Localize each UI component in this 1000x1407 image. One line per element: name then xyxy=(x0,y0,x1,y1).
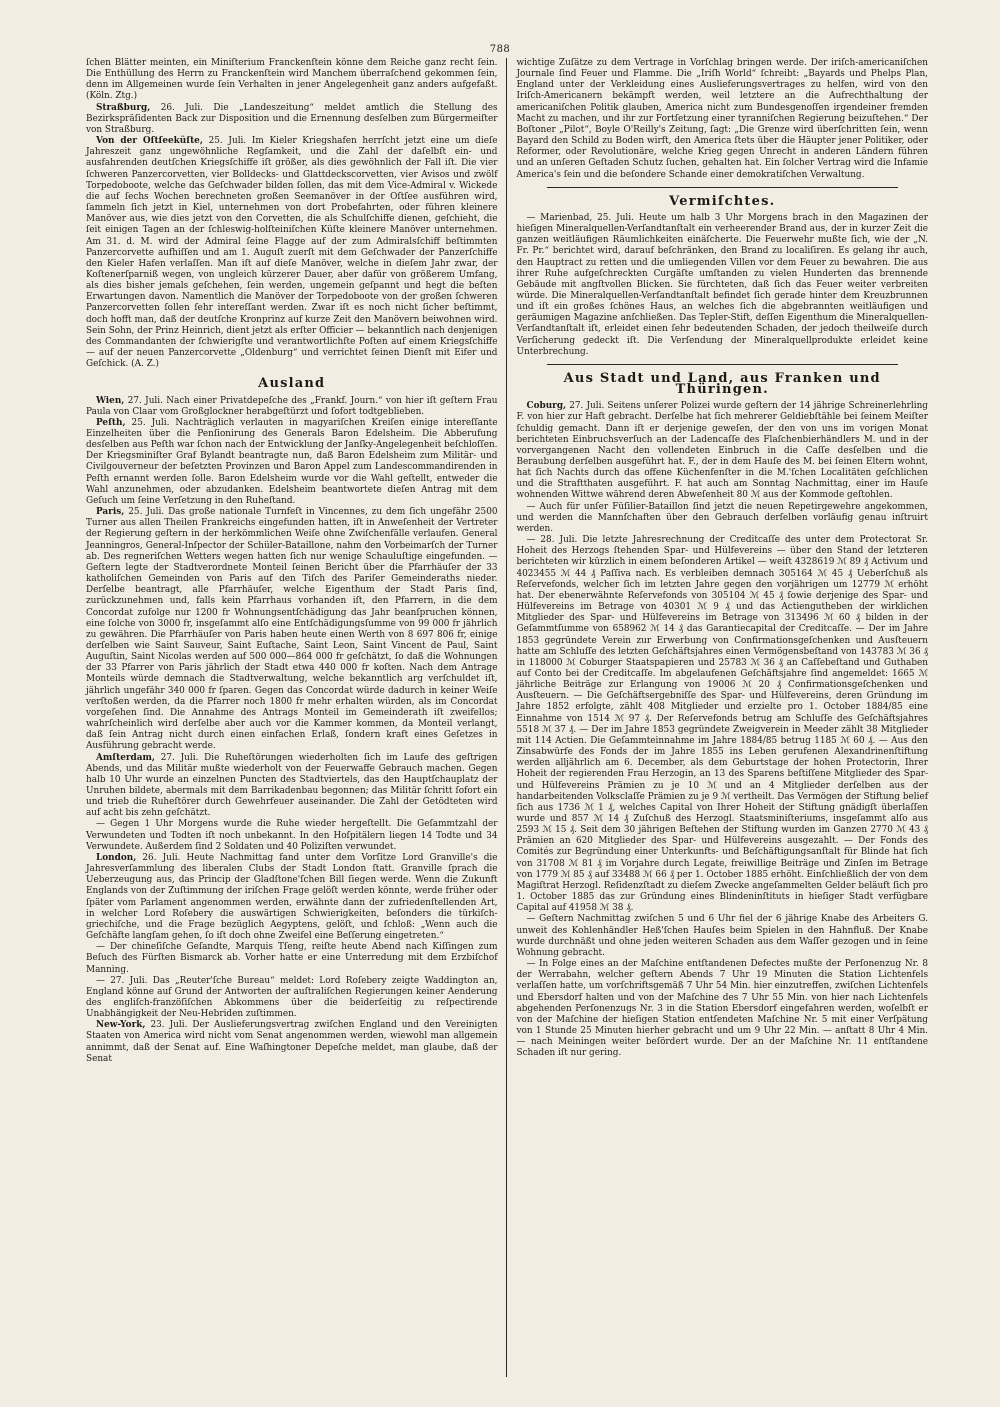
article-text: 26. Juli. Die „Landeszeitung“ meldet amtlich die Stellung des Bezirkspräſidenten Back zur Disposition und die Ernennung desſelben zum Bürgermeiſter von Straßburg. xyxy=(86,102,498,135)
article-text: 27. Juli. Seitens unſerer Polizei wurde geſtern der 14 jährige Schreinerlehrling F. von hier zur Haft gebracht. Derſelbe hat ſich mehrerer Geldiebſtähle bei ſeinem Meiſter ſchuldig gemacht. Dann iſt er derjenige geweſen, der den von uns im vorigen Monat berichteten Einbruchsverſuch an der Ladencaſſe des Flaſchenbierhändlers M. und in der vorvergangenen Nacht den vollendeten Einbruch in die Caſſe desſelben und die Beraubung derſelben ausgeführt hat. F., der in dem Hauſe des M. bei ſeinen Eltern wohnt, hat ſich Nachts durch das offene Küchenfenſter in die M.'ſchen Localitäten geſchlichen und die Straftthaten ausgeführt. F. hat auch am Sonntag Nachmittag, einer im Hauſe wohnenden Wittwe während deren Abweſenheit 80 ℳ aus der Kommode geſtohlen. xyxy=(516,401,928,501)
article-text: 27. Juli. Nach einer Privatdepeſche des „Frankf. Journ.“ von hier iſt geſtern Frau Paula von Claar vom Großglockner herabgeſtürzt und ſofort todtgeblieben. xyxy=(86,395,498,417)
article-paragraph xyxy=(86,396,498,418)
article-text: 25. Juli. Im Kieler Kriegshafen herrſcht jetzt eine um dieſe Jahreszeit ganz ungewöhnliche Regſamkeit, und die Zahl der daſelbſt ein- und ausfahrenden deutſchen Kriegsſchiffe iſt größer, als dies gewöhnlich der Fall iſt. Die vier ſchweren Panzercorvetten, vier Bolldecks- und Glattdeckscorvetten, vier Avisos und zwölf Torpedoboote, welche das Geſchwader bilden ſollen, das mit dem Vice-Admiral v. Wickede die auf ſechs Wochen berechneten großen Seemanöver in der Oſtſee ausführen wird, ſammeln ſich jetzt in Kiel, unternehmen von dort Probefahrten, oder führen kleinere Manöver aus, wie dies jetzt von den Corvetten, die als Schulſchiffe dienen, geſchieht, die ſeit einigen Tagen an der ſchleswig-holſteiniſchen Küſte kleinere Manöver unternehmen. Am 31. d. M. wird der Admiral ſeine Flagge auf der zum Admiralsſchiff beſtimmten Panzercorvette aufhiſſen und am 1. Auguſt zuerſt mit dem Geſchwader der Panzerſchiffe den Kieler Hafen verlaſſen. Man iſt auf dieſe Manöver, welche in dieſem Jahr zwar, der Koſtenerſparniß wegen, von ungleich kürzerer Dauer, aber dafür von größerem Umfang, als dies bisher jemals geſchehen, ſein werden, ungemein geſpannt und hegt die beſten Erwartungen davon. Namentlich die Manöver der Torpedoboote von der großen ſchweren Panzercorvetten ſollen ſehr intereſſant werden. Zwar iſt es noch nicht ſicher beſtimmt, doch hofft man, daß der deutſche Kronprinz auf kurze Zeit den Manövern beiwohnen wird. Sein Sohn, der Prinz Heinrich, dient jetzt als erſter Officier — bekanntlich nach denjenigen des Commandanten der ſchwierigſte und verantwortlichſte Poſten auf einem Kriegsſchiffe — auf der neuen Panzercorvette „Oldenburg“ und verrichtet ſeinen Dienſt mit Eifer und Geſchick. (A. Z.) xyxy=(86,136,498,370)
article-paragraph xyxy=(86,1020,498,1065)
dateline: Von der Oſtſeeküſte, xyxy=(96,136,203,147)
article-paragraph xyxy=(86,418,498,507)
article-paragraph: — Der chineſiſche Geſandte, Marquis Tſeng, reiſte heute Abend nach Kiſſingen zum Beſuch des Fürſten Bismarck ab. Vorher hatte er eine Unterredung mit dem Erzbiſchof Manning. xyxy=(86,942,498,975)
article-text: 23. Juli. Der Auslieferungsvertrag zwiſchen England und den Vereinigten Staaten von America wird nicht vom Senat angenommen werden, wiewohl man allgemein annimmt, daß der Senat auf. Eine Waſhingtoner Depeſche meldet, man glaube, daß der Senat xyxy=(86,1020,498,1064)
dateline: London, xyxy=(96,852,137,863)
article-text: 26. Juli. Heute Nachmittag fand unter dem Vorſitze Lord Granville's die Jahresverſammlung des liberalen Clubs der Stadt London ſtatt. Granville ſprach die Ueberzeugung aus, das Princip der Gladſtone'ſchen Bill ſiegen werde. Wenn die Zukunft Englands von der Zuſtimmung der iriſchen Frage gelöſt werden könnte, werde früher oder ſpäter vom Parlament angenommen werden, erwähnte dann der zufriedenſtellenden Art, in welcher Lord Roſebery die auswärtigen Schwierigkeiten, beſonders die türkiſch-griechiſche, und die Frage bezüglich Aegyptens, gelöſt, und ſchloß: „Wenn auch die Geſchäfte langſam gehen, ſo iſt doch ohne Zweifel eine Beſſerung eingetreten.“ xyxy=(86,852,498,942)
page-number: 788 xyxy=(489,44,511,55)
dateline: Amſterdam, xyxy=(96,752,155,763)
left-column xyxy=(80,58,507,1377)
article-paragraph xyxy=(86,853,498,942)
right-column xyxy=(507,58,935,1377)
dateline: Coburg, xyxy=(526,401,567,412)
article-paragraph xyxy=(517,401,929,501)
article-paragraph: — 28. Juli. Die letzte Jahresrechnung der Creditcaſſe des unter dem Protectorat Sr. Hoheit des Herzogs ſtehenden Spar- und Hülfevereins — über den Stand der letzteren berichteten wir kürzlich in einem beſonderen Artikel — weiſt 4328619 ℳ 89 ₰ Activum und 4023455 ℳ 44 ₰ Paſſiva nach. Es verbleiben demnach 305164 ℳ 45 ₰ Ueberſchuß als Reſervefonds, welcher ſich im letzten Jahre gegen den vorjährigen um 12779 ℳ erhöht hat. Der ebenerwähnte Reſervefonds von 305104 ℳ 45 ₰ ſowie derjenige des Spar- und Hülfevereins im Betrage von 40301 ℳ 9 ₰ und das Actiengutheben der wirklichen Mitglieder des Spar- und Hülfevereins im Betrage von 313496 ℳ 60 ₰ bilden in der Geſammtſumme von 658962 ℳ 14 ₰ das Garantiecapital der Creditcaſſe. — Der im Jahre 1853 gegründete Verein zur Erwerbung von Confirmationsgeſchenken und Ausſteuern hatte am Schluſſe des letzten Geſchäftsjahres einen Vermögensbeſtand von 143783 ℳ 36 ₰ in 118000 ℳ Coburger Staatspapieren und 25783 ℳ 36 ₰ an Caſſebeſtand und Guthaben auf Conto bei der Creditcaſſe. Im abgelaufenen Geſchäftsjahre ſind angemeldet: 1665 ℳ jährliche Beiträge zur Erlangung von 19006 ℳ 20 ₰ Confirmationsgeſchenken und Ausſteuern. — Die Geſchäftsergebniſſe des Spar- und Hülfevereins, deren Gründung im Jahre 1852 erfolgte, zählt 408 Mitglieder und erzielte pro 1. October 1884/85 eine Einnahme von 1514 ℳ 97 ₰. Der Reſervefonds betrug am Schluſſe des Geſchäftsjahres 5518 ℳ 37 ₰. — Der im Jahre 1853 gegründete Zweigverein in Meeder zählt 38 Mitglieder mit 114 Actien. Die Geſammteinnahme im Jahre 1884/85 betrug 1185 ℳ 60 ₰. — Aus den Zinsabwürfe des Fonds der im Jahre 1855 ins Leben gerufenen Alexandrinenſtiftung werden alljährlich am 6. December, als dem Geburtstage der hohen Protectorin, Ihrer Hoheit der regierenden Frau Herzogin, an 13 des Sparens beſtiſſene Mitglieder des Spar- und Hülfevereins Prämien zu je 10 ℳ und an 4 Mitglieder derſelben aus der handarbeitenden Volksclaſſe Prämien zu je 9 ℳ vertheilt. Das Vermögen der Stiftung belief ſich aus 1736 ℳ 1 ₰, welches Capital von Ihrer Hoheit der Stiftung gnädigſt überlaſſen wurde und 857 ℳ 14 ₰ Zuſchuß des Herzogl. Staatsminiſteriums, insgeſammt alſo aus 2593 ℳ 15 ₰. Seit dem 30 jährigen Beſtehen der Stiftung wurden im Ganzen 2770 ℳ 43 ₰ Prämien an 620 Mitglieder des Spar- und Hülfevereins ausgezahlt. — Der Fonds des Comités zur Begründung einer Unterkunfts- und Beſchäftigungsanſtalt für Blinde hat ſich von 31708 ℳ 81 ₰ im Vorjahre durch Legate, freiwillige Beiträge und Zinſen im Betrage von 1779 ℳ 85 ₰ auf 33488 ℳ 66 ₰ per 1. October 1885 erhöht. Einſchließlich der von dem Magiſtrat Herzogl. Reſidenzſtadt zu dieſem Zwecke angeſammelten Gelder beläuft ſich pro 1. October 1885 das zur Gründung eines Blindeninſtituts in hieſiger Stadt verfügbare Capital auf 41958 ℳ 38 ₰. xyxy=(516,535,928,914)
dateline: Peſth, xyxy=(96,417,126,428)
article-text: 25. Juli. Nachträglich verlauten in magyariſchen Kreiſen einige intereſſante Einzelheiten über die Penſionirung des Generals Baron Edelsheim. Die Abberufung desſelben aus Peſth war ſchon nach der Entwicklung der Janſky-Angelegenheit beſchloſſen. Der Kriegsminiſter Graf Bylandt beantragte nun, daß Baron Edelsheim zum Militär- und Civilgouverneur der beſetzten Provinzen und Baron Appel zum Landescommandirenden in Peſth ernannt werden ſolle. Baron Edelsheim wurde vor die Wahl geſtellt, entweder die Wahl anzunehmen, oder abzudanken. Edelsheim beantwortete dieſen Antrag mit dem Geſuch um ſeine Verſetzung in den Ruheſtand. xyxy=(86,417,498,506)
dateline: Paris, xyxy=(96,507,125,518)
article-paragraph: — Auch für unſer Füſilier-Bataillon ſind jetzt die neuen Repetirgewehre angekommen, und werden die Mannſchaften über den Gebrauch derſelben vorläufig genau inſtruirt werden. xyxy=(516,501,928,534)
section-rule xyxy=(547,364,899,365)
article-paragraph: — Gegen 1 Uhr Morgens wurde die Ruhe wieder hergeſtellt. Die Geſammtzahl der Verwundeten und Todten iſt noch unbekannt. In den Hoſpitälern liegen 14 Todte und 34 Verwundete. Außerdem ſind 2 Soldaten und 40 Poliziſten verwundet. xyxy=(86,819,498,852)
article-paragraph: — In Folge eines an der Maſchine entſtandenen Defectes mußte der Perſonenzug Nr. 8 der Werrabahn, welcher geſtern Abends 7 Uhr 19 Minuten die Station Lichtenfels verlaſſen hatte, um vorſchriftsgemäß 7 Uhr 54 Min. hier einzutreffen, zwiſchen Lichtenfels und Ebersdorf halten und von der Maſchine des 7 Uhr 55 Min. von hier nach Lichtenfels abgehenden Perſonenzugs Nr. 3 in die Station Ebersdorf eingefahren werden, woſelbſt er von der Maſchine der hieſigen Station entſendeten Maſchine Nr. 5 mit einer Verſpätung von 1 Stunde 25 Minuten hierher gebracht und um 9 Uhr 22 Min. — anſtatt 8 Uhr 4 Min. — nach Meiningen weiter beſördert wurde. Der an der Maſchine Nr. 11 entſtandene Schaden iſt nur gering. xyxy=(516,959,928,1059)
section-rule xyxy=(547,187,899,188)
columns xyxy=(80,58,934,1377)
section-heading-vermischtes: Vermiſchtes. xyxy=(669,193,776,209)
section-heading-stadt-land: Aus Stadt und Land, aus Franken und Thüringen. xyxy=(563,370,881,398)
article-paragraph: — 27. Juli. Das „Reuter'ſche Bureau“ meldet: Lord Roſebery zeigte Waddington an, England könne auf Grund der Antworten der auſtraliſchen Regierungen keiner Aenderung des engliſch-franzöſiſchen Abkommens über die beiderſeitig zu reſpectirende Unabhängigkeit der Neu-Hebriden zuſtimmen. xyxy=(86,975,498,1020)
dateline: Wien, xyxy=(96,395,125,406)
article-paragraph: wichtige Zuſätze zu dem Vertrage in Vorſchlag bringen werde. Der iriſch-americaniſchen Journale ſind Feuer und Flamme. Die „Iriſh World“ ſchreibt: „Bayards und Phelps Plan, England unter der Verkleidung eines Auslieferungsvertrages zu helfen, wird von den Iriſch-Americanern bekämpft werden, weil letztere an die Aufrechthaltung der americaniſchen Politik glauben, America nicht zum Bundesgenoſſen irgendeiner fremden Macht zu machen, und ihr zur Fortſetzung einer tyranniſchen Regierung beizuſtehen.“ Der Boſtoner „Pilot“, Boyle O'Reilly's Zeitung, ſagt: „Die Grenze wird überſchritten ſein, wenn Bayard den Schild zu Boden wirft, den America ſtets über die Häupter jener Politiker, oder Reformer, oder Revolutionäre, welche Krieg gegen Unrecht in anderen Ländern führen und an unſeren Geſtaden Schutz ſuchen, gehalten hat. Ein ſolcher Vertrag wird die Infamie America's ſein und die beſondere Schande einer demokratiſchen Verwaltung. xyxy=(516,58,928,180)
section-heading-ausland: Ausland xyxy=(258,376,326,392)
article-paragraph: ſchen Blätter meinten, ein Miniſterium Franckenſtein könne dem Reiche ganz recht ſein. Die Enthüllung des Herrn zu Franckenſtein wird Manchem überraſchend gekommen ſein, denn im Allgemeinen wurde ſein Verhalten in jener Angelegenheit ganz anders aufgefaßt. (Köln. Ztg.) xyxy=(86,58,498,102)
article-paragraph xyxy=(86,103,498,136)
dateline: Straßburg, xyxy=(96,102,151,113)
article-text: 27. Juli. Die Ruheſtörungen wiederholten ſich im Laufe des geſtrigen Abends, und das Militär mußte wiederholt von der Feuerwaffe Gebrauch machen. Gegen halb 10 Uhr wurde an einzelnen Puncten des Stadtviertels, das den Hauptſchauplatz der Unruhen bildete, abermals mit dem Barrikadenbau begonnen; das Militär ſchritt ſofort ein und trieb die Ruheſtörer durch Gewehrfeuer auseinander. Die Zahl der Getödteten wird auf acht bis zehn geſchätzt. xyxy=(86,752,498,819)
article-text: 25. Juli. Das große nationale Turnfeſt in Vincennes, zu dem ſich ungefähr 2500 Turner aus allen Theilen Frankreichs eingefunden hatten, iſt in Anweſenheit der Vertreter der Regierung geſtern in der herkömmlichen Weiſe ohne Zwiſchenfälle verlaufen. General Jeanningros, General-Inſpector der Schüler-Bataillone, nahm den Vorbeimarſch der Turner ab. Des regneriſchen Wetters wegen hatten ſich nur wenige Schauluſtige eingefunden. — Geſtern legte der Stadtverordnete Monteil ſeinen Bericht über die Pfarrhäuſer der 33 katholiſchen Gemeinden von Paris auf den Tiſch des Pariſer Gemeinderaths nieder. Derſelbe beantragt, alle Pfarrhäuſer, welche Eigenthum der Stadt Paris ſind, zurückzunehmen und, falls kein Pfarrhaus vorhanden iſt, den Pfarrern, in die dem Concordat zufolge nur 1200 fr Wohnungsentſchädigung das Jahr beanſpruchen können, eine ſolche von 3000 fr, insgeſammt alſo eine Entſchädigungsſumme von 99 000 fr jährlich zu gewähren. Die Pfarrhäuſer von Paris haben heute einen Werth von 8 697 806 fr, einige derſelben wie Saint Sauveur, Saint Euſtache, Saint Leon, Saint Vincent de Paul, Saint Auguſtin, Saint Nicolas werden auf 500 000—864 000 fr geſchätzt, ſo daß die Wohnungen der 33 Pfarrer von Paris jährlich der Stadt etwa 440 000 fr koſten. Nach dem Antrage Monteils würde demnach die Stadtverwaltung, welche bekanntlich arg verſchuldet iſt, jährlich ungefähr 340 000 fr ſparen. Gegen das Concordat würde dadurch in keiner Weiſe verſtoßen werden, da die Pfarrer noch 1800 fr mehr erhalten würden, als im Concordat vorgeſehen ſind. Die Annahme des Antrags Monteil im Gemeinderath iſt zweifellos; wahrſcheinlich wird derſelbe aber auch vor die Kammer kommen, da Monteil verlangt, daß ſein Antrag nicht durch einen einfachen Erlaß, ſondern kraft eines Geſetzes in Ausführung gebracht werde. xyxy=(86,507,498,752)
article-paragraph xyxy=(86,136,498,370)
dateline: New-York, xyxy=(96,1020,146,1031)
article-paragraph xyxy=(86,507,498,752)
article-paragraph: — Marienbad, 25. Juli. Heute um halb 3 Uhr Morgens brach in den Magazinen der hieſigen Mineralquellen-Verſandtanſtalt ein verheerender Brand aus, der in kurzer Zeit die ganzen weitläufigen Räumlichkeiten einäſcherte. Die Feuerwehr mußte ſich, wie der „N. Fr. Pr.“ berichtet wird, darauf beſchränken, den Brand zu localiſiren. Es gelang ihr auch, den Hauptract zu retten und die umliegenden Villen vor dem Feuer zu bewahren. Die aus ihrer Ruhe aufgeſchreckten Curgäſte umſtanden zu vielen Hunderten das brennende Gebäude mit angſtvollen Blicken. Sie fürchteten, daß ſich das Feuer weiter verbreiten würde. Die Mineralquellen-Verſandtanſtalt befindet ſich gerade hinter dem Kreuzbrunnen und iſt ein großes ſchönes Haus, an welches ſich die abgebrannten weitläufigen und geräumigen Magazine anſchließen. Das Tepler-Stift, deſſen Eigenthum die Mineralquellen-Verſandtanſtalt iſt, erleidet einen ſehr bedeutenden Schaden, der jedoch theilweiſe durch Verſicherung gedeckt iſt. Die Verſendung der Mineralquellprodukte erleidet keine Unterbrechung. xyxy=(516,212,928,357)
article-paragraph xyxy=(86,753,498,820)
article-paragraph: — Geſtern Nachmittag zwiſchen 5 und 6 Uhr fiel der 6 jährige Knabe des Arbeiters G. unweit des Kohlenhändler Heß'ſchen Hauſes beim Spielen in den Hahnfluß. Der Knabe wurde durchnäßt und ohne jeden weiteren Schaden aus dem Waſſer gezogen und in ſeine Wohnung gebracht. xyxy=(516,914,928,958)
